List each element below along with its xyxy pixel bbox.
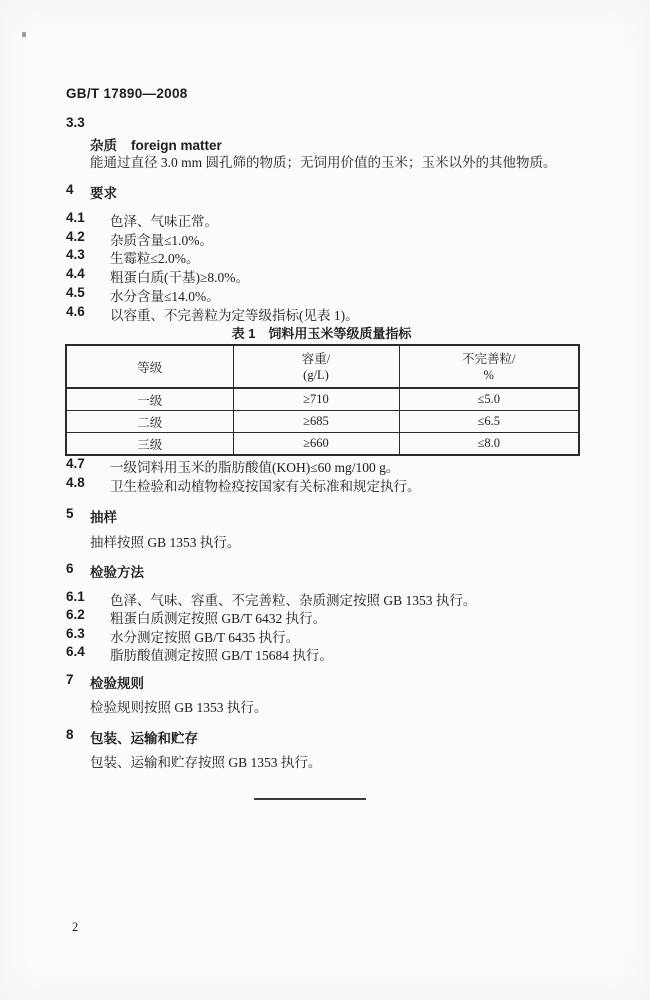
clause-7-title: 检验规则: [90, 676, 144, 691]
clause-7-body: 检验规则按照 GB 1353 执行。: [90, 700, 268, 715]
table-row-grade2: [66, 411, 579, 433]
item-number: 4.7: [66, 456, 85, 471]
clause-6-title: 检验方法: [90, 565, 144, 580]
clause-4-number: 4: [66, 182, 74, 197]
item-text: 脂肪酸值测定按照 GB/T 15684 执行。: [110, 648, 333, 663]
end-of-document-rule: [254, 798, 366, 800]
cell-density: ≥660: [233, 433, 399, 456]
item-number: 4.5: [66, 285, 85, 300]
item-number: 4.6: [66, 304, 85, 319]
clause-7-number: 7: [66, 672, 74, 687]
scan-artifact: [22, 32, 26, 37]
table1-caption: 表 1 饲料用玉米等级质量指标: [231, 326, 412, 341]
clause-item-4-7: [66, 456, 586, 476]
clause-item-6-2: [66, 607, 586, 627]
item-number: 6.3: [66, 626, 85, 641]
clause-8-title: 包装、运输和贮存: [90, 731, 198, 746]
item-text: 粗蛋白质(干基)≥8.0%。: [110, 270, 250, 285]
clause-item-4-3: [66, 247, 586, 267]
clause-7-heading: [66, 672, 144, 692]
clause-8-body: 包装、运输和贮存按照 GB 1353 执行。: [90, 755, 322, 770]
term-line: [90, 134, 222, 154]
item-number: 6.2: [66, 607, 85, 622]
term-cn: 杂质: [90, 138, 117, 153]
header-imperfect-kernels: [399, 345, 579, 388]
header-bulk-density: [233, 345, 399, 388]
clause-8-number: 8: [66, 727, 74, 742]
item-number: 4.2: [66, 229, 85, 244]
table-row-grade1: [66, 388, 579, 411]
cell-imperfect: ≤6.5: [399, 411, 579, 433]
cell-imperfect: ≤8.0: [399, 433, 579, 456]
clause-item-4-4: [66, 266, 586, 286]
cell-grade: 三级: [66, 433, 233, 456]
clause-4-heading: [66, 182, 117, 202]
cell-density: ≥685: [233, 411, 399, 433]
item-text: 粗蛋白质测定按照 GB/T 6432 执行。: [110, 611, 327, 626]
grade-quality-table: [65, 344, 580, 456]
clause-3-3-number: 3.3: [66, 115, 85, 130]
item-text: 色泽、气味、容重、不完善粒、杂质测定按照 GB 1353 执行。: [110, 593, 477, 608]
clause-item-6-1: [66, 589, 586, 609]
term-definition: 能通过直径 3.0 mm 圆孔筛的物质；无饲用价值的玉米；玉米以外的其他物质。: [90, 155, 557, 170]
clause-8-heading: [66, 727, 198, 747]
item-number: 6.1: [66, 589, 85, 604]
clause-item-4-2: [66, 229, 586, 249]
clause-item-4-1: [66, 210, 586, 230]
standard-code-header: GB/T 17890—2008: [66, 86, 188, 101]
clause-item-6-4: [66, 644, 586, 664]
header-imperfect-line2: %: [483, 367, 494, 382]
clause-6-number: 6: [66, 561, 74, 576]
item-number: 4.4: [66, 266, 85, 281]
header-imperfect-line1: 不完善粒/: [462, 351, 516, 366]
item-text: 以容重、不完善粒为定等级指标(见表 1)。: [110, 308, 359, 323]
table-header-row: [66, 345, 579, 388]
item-text: 色泽、气味正常。: [110, 214, 218, 229]
header-bulk-density-line1: 容重/: [301, 351, 331, 366]
item-text: 水分含量≤14.0%。: [110, 289, 220, 304]
clause-6-heading: [66, 561, 144, 581]
clause-5-number: 5: [66, 506, 74, 521]
item-text: 卫生检验和动植物检疫按国家有关标准和规定执行。: [110, 479, 421, 494]
item-number: 4.3: [66, 247, 85, 262]
item-text: 水分测定按照 GB/T 6435 执行。: [110, 630, 300, 645]
page-number: 2: [72, 920, 79, 934]
item-number: 6.4: [66, 644, 85, 659]
cell-grade: 二级: [66, 411, 233, 433]
clause-item-4-6: [66, 304, 586, 324]
clause-5-title: 抽样: [90, 510, 117, 525]
clause-item-4-8: [66, 475, 586, 495]
item-text: 杂质含量≤1.0%。: [110, 233, 214, 248]
header-grade: 等级: [66, 345, 233, 388]
clause-5-heading: [66, 506, 117, 526]
clause-4-title: 要求: [90, 186, 117, 201]
item-number: 4.8: [66, 475, 85, 490]
item-number: 4.1: [66, 210, 85, 225]
cell-grade: 一级: [66, 388, 233, 411]
term-en: foreign matter: [131, 138, 222, 153]
item-text: 生霉粒≤2.0%。: [110, 251, 200, 266]
header-bulk-density-line2: (g/L): [303, 367, 329, 382]
clause-5-body: 抽样按照 GB 1353 执行。: [90, 535, 241, 550]
cell-density: ≥710: [233, 388, 399, 411]
clause-item-4-5: [66, 285, 586, 305]
cell-imperfect: ≤5.0: [399, 388, 579, 411]
clause-item-6-3: [66, 626, 586, 646]
item-text: 一级饲料用玉米的脂肪酸值(KOH)≤60 mg/100 g。: [110, 460, 400, 475]
table-row-grade3: [66, 433, 579, 456]
